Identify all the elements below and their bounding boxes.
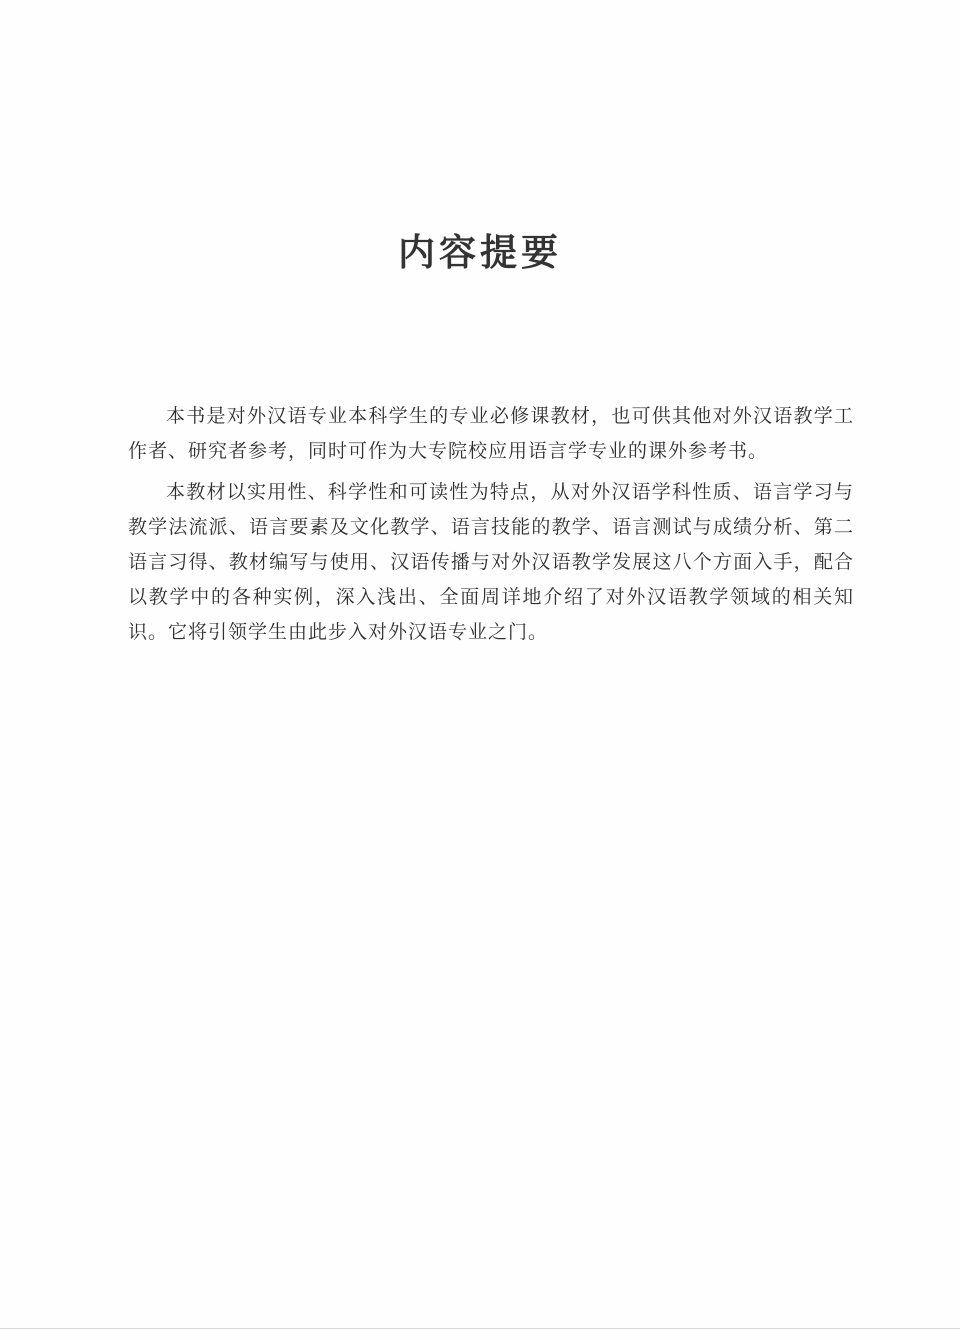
paragraph-2: 本教材以实用性、科学性和可读性为特点，从对外汉语学科性质、语言学习与教学法流派、语言要素及文化教学、语言技能的教学、语言测试与成绩分析、第二语言习得、教材编写与使用、汉语传播与对外汉语教学发展这八个方面入手，配合以教学中的各种实例，深入浅出、全面周详地介绍了对外汉语教学领域的相关知识。它将引领学生由此步入对外汉语专业之门。 — [128, 481, 854, 643]
abstract-body — [128, 399, 854, 656]
paragraph-1: 本书是对外汉语专业本科学生的专业必修课教材，也可供其他对外汉语教学工作者、研究者参考，同时可作为大专院校应用语言学专业的课外参考书。 — [128, 405, 854, 462]
page-title: 内容提要 — [398, 231, 562, 274]
page-bottom-edge — [0, 1328, 960, 1329]
